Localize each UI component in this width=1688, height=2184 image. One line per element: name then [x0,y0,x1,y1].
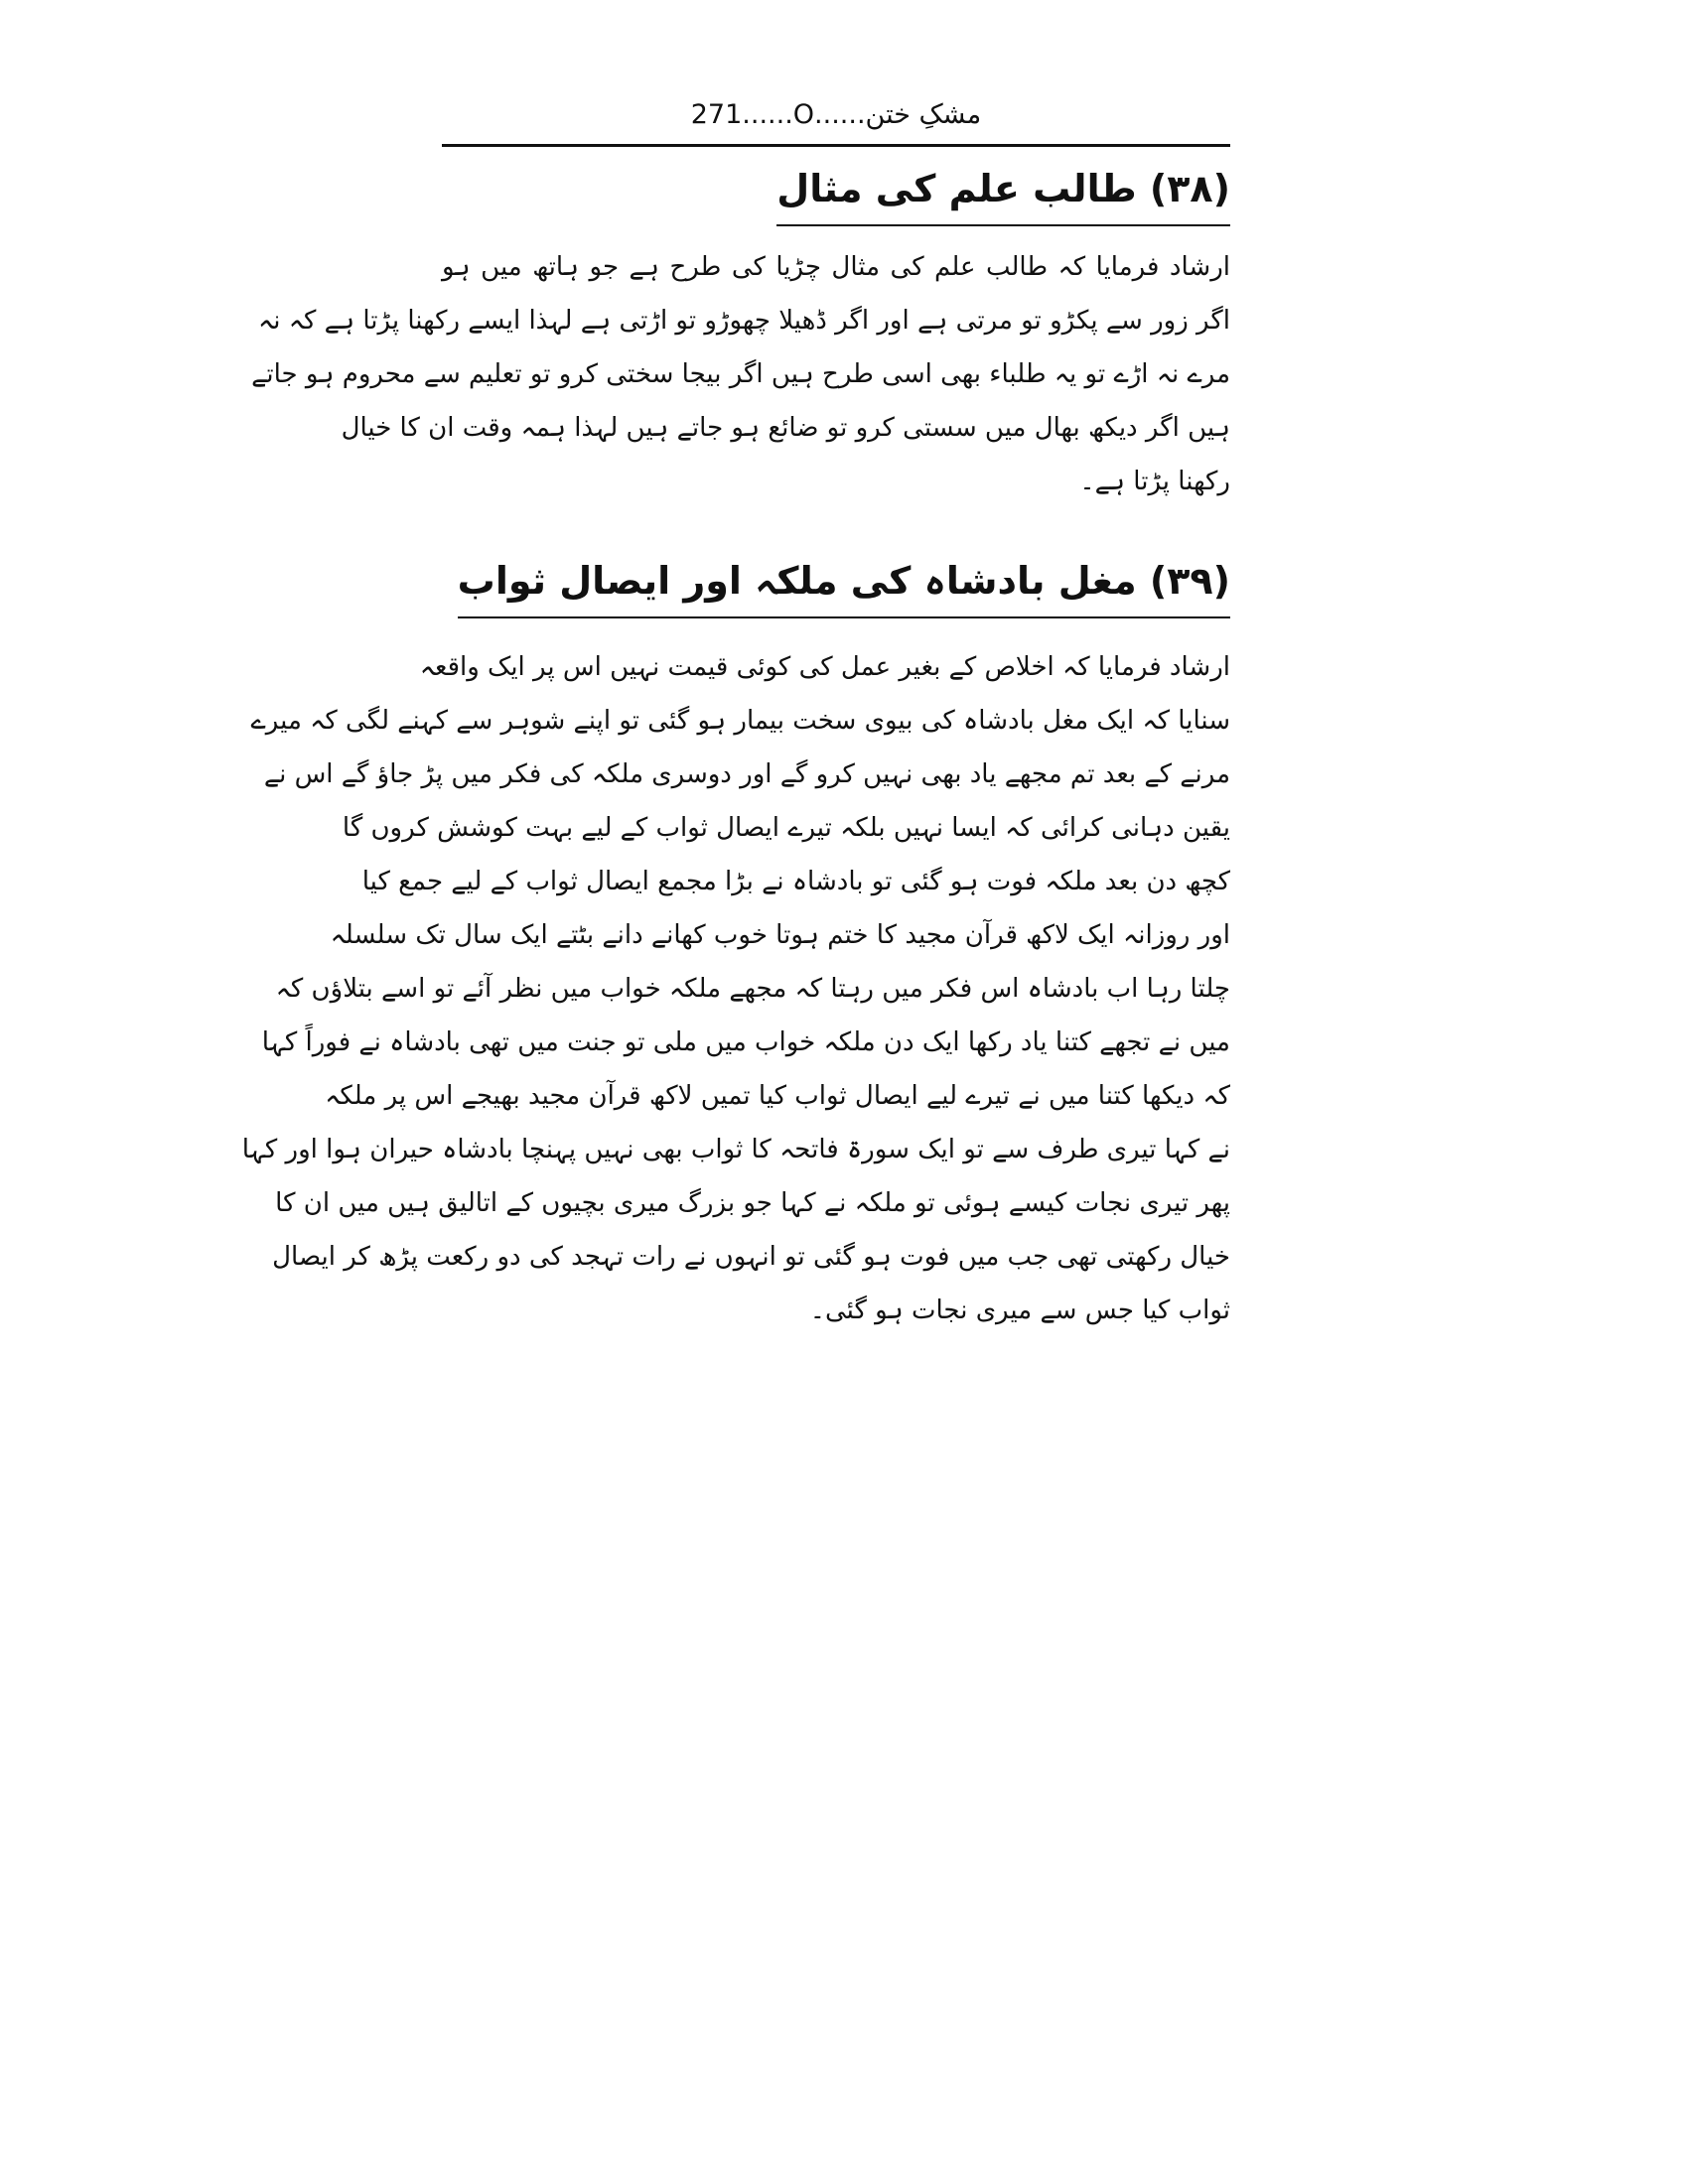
text-column [241,0,1230,2184]
body-line: میں نے تجھے کتنا یاد رکھا ایک دن ملکہ خواب میں ملی تو جنت میں تھی بادشاہ نے فوراً کہا [261,1027,1230,1057]
section-heading-38: (۳۸) طالب علم کی مثال [776,159,1230,226]
body-line: چلتا رہا اب بادشاہ اس فکر میں رہتا کہ مجھے ملکہ خواب میں نظر آئے تو اسے بتلاؤں کہ [275,974,1230,1004]
body-line: یقین دہانی کرائی کہ ایسا نہیں بلکہ تیرے ایصال ثواب کے لیے بہت کوشش کروں گا [342,813,1230,843]
header-separator: ......O...... [742,99,866,130]
page-number: 271 [690,99,743,130]
section-body-38 [251,240,1230,508]
body-line: مرنے کے بعد تم مجھے یاد بھی نہیں کرو گے اور دوسری ملکہ کی فکر میں پڑ جاؤ گے اس نے [263,759,1230,789]
body-line: ارشاد فرمایا کہ اخلاص کے بغیر عمل کی کوئی قیمت نہیں اس پر ایک واقعہ [419,652,1230,682]
body-line: اگر زور سے پکڑو تو مرتی ہے اور اگر ڈھیلا چھوڑو تو اڑتی ہے لہذا ایسے رکھنا پڑتا ہے کہ نہ [258,306,1230,336]
body-line: خیال رکھتی تھی جب میں فوت ہو گئی تو انہوں نے رات تہجد کی دو رکعت پڑھ کر ایصال [272,1242,1230,1272]
body-line: ہیں اگر دیکھ بھال میں سستی کرو تو ضائع ہو جاتے ہیں لہذا ہمہ وقت ان کا خیال [341,413,1230,443]
section-body-39 [241,640,1230,1337]
body-line: کچھ دن بعد ملکہ فوت ہو گئی تو بادشاہ نے بڑا مجمع ایصال ثواب کے لیے جمع کیا [361,867,1230,896]
book-title: مشکِ ختن [865,99,982,130]
section-heading-39: (۳۹) مغل بادشاہ کی ملکہ اور ایصال ثواب [458,551,1230,618]
body-line: اور روزانہ ایک لاکھ قرآن مجید کا ختم ہوتا خوب کھانے دانے بٹتے ایک سال تک سلسلہ [330,920,1230,950]
body-line: کہ دیکھا کتنا میں نے تیرے لیے ایصال ثواب کیا تمیں لاکھ قرآن مجید بھیجے اس پر ملکہ [325,1081,1230,1111]
body-line: سنایا کہ ایک مغل بادشاہ کی بیوی سخت بیمار ہو گئی تو اپنے شوہر سے کہنے لگی کہ میرے [250,706,1230,736]
body-line: رکھنا پڑتا ہے۔ [1079,467,1230,496]
body-line: پھر تیری نجات کیسے ہوئی تو ملکہ نے کہا جو بزرگ میری بچیوں کے اتالیق ہیں میں ان کا [275,1188,1230,1218]
body-line: نے کہا تیری طرف سے تو ایک سورۃ فاتحہ کا ثواب بھی نہیں پہنچا بادشاہ حیران ہوا اور کہا [241,1135,1230,1164]
body-line: ارشاد فرمایا کہ طالب علم کی مثال چڑیا کی طرح ہے جو ہاتھ میں ہو [442,252,1230,282]
body-line: ثواب کیا جس سے میری نجات ہو گئی۔ [809,1296,1230,1325]
body-line: مرے نہ اڑے تو یہ طلباء بھی اسی طرح ہیں اگر بیجا سختی کرو تو تعلیم سے محروم ہو جاتے [251,359,1230,389]
